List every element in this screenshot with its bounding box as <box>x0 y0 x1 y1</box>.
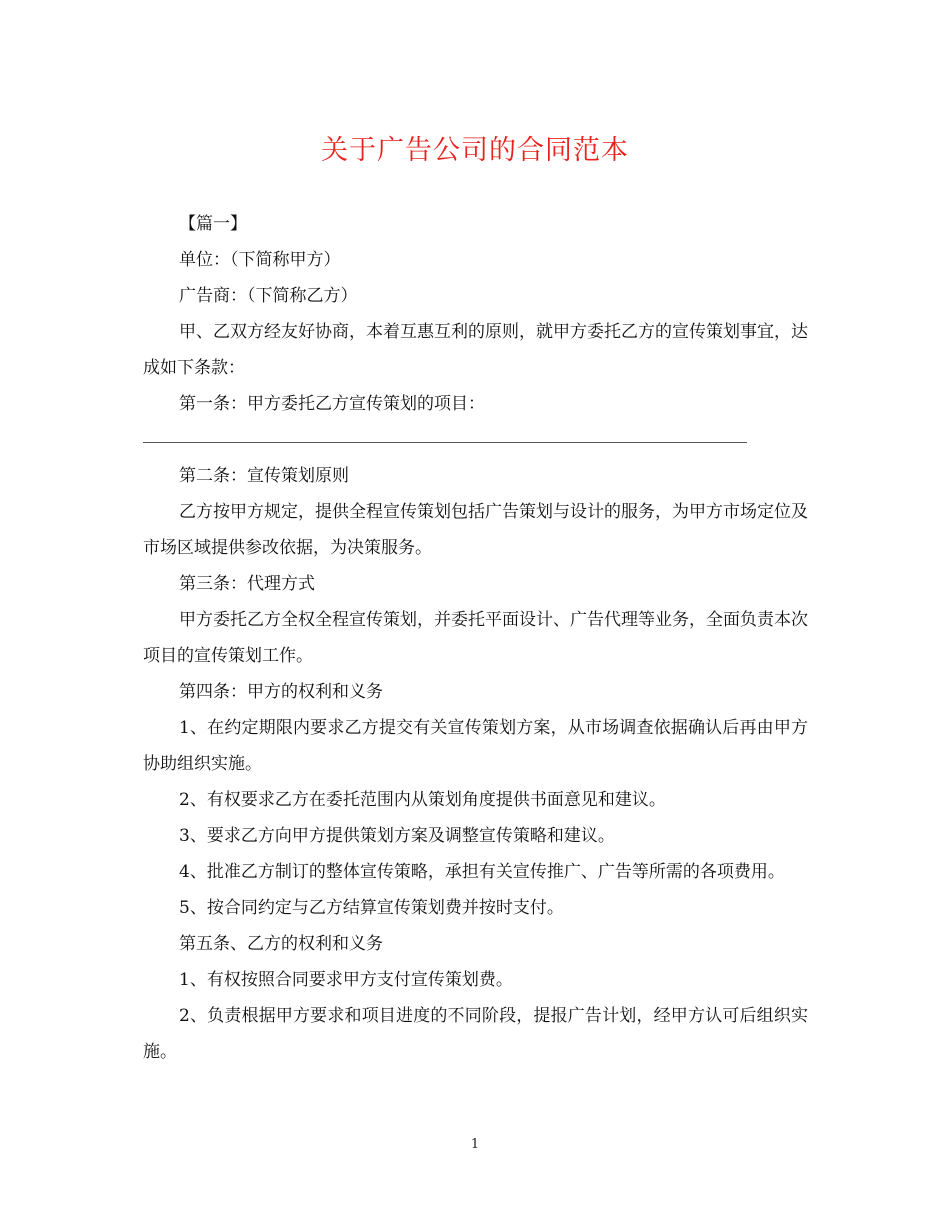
article-3-heading: 第三条：代理方式 <box>179 574 315 594</box>
article-2-body: 乙方按甲方规定，提供全程宣传策划包括广告策划与设计的服务，为甲方市场定位及市场区域提供参改依据，为决策服务。 <box>143 502 808 558</box>
article-2-heading: 第二条：宣传策划原则 <box>179 466 349 486</box>
article-4-item-1: 1、在约定期限内要求乙方提交有关宣传策划方案，从市场调查依据确认后再由甲方协助组织实施。 <box>143 718 808 774</box>
preamble-paragraph: 甲、乙双方经友好协商，本着互惠互利的原则，就甲方委托乙方的宣传策划事宜，达成如下条款： <box>143 322 808 378</box>
article-5-item-2: 2、负责根据甲方要求和项目进度的不同阶段，提报广告计划，经甲方认可后组织实施。 <box>143 1006 808 1062</box>
article-5-heading: 第五条、乙方的权利和义务 <box>179 934 383 954</box>
section-heading: 【篇一】 <box>179 214 247 234</box>
article-4-heading: 第四条：甲方的权利和义务 <box>179 682 383 702</box>
article-4-item-5: 5、按合同约定与乙方结算宣传策划费并按时支付。 <box>179 898 564 918</box>
document-title: 关于广告公司的合同范本 <box>321 135 629 166</box>
article-5-item-1: 1、有权按照合同要求甲方支付宣传策划费。 <box>179 970 513 990</box>
article-3-body: 甲方委托乙方全权全程宣传策划，并委托平面设计、广告代理等业务，全面负责本次项目的宣传策划工作。 <box>143 610 808 666</box>
document-body <box>143 206 808 1070</box>
page-number: 1 <box>470 1137 480 1152</box>
article-4-item-2: 2、有权要求乙方在委托范围内从策划角度提供书面意见和建议。 <box>179 790 666 810</box>
article-1-heading: 第一条：甲方委托乙方宣传策划的项目： <box>179 394 485 414</box>
article-4-item-3: 3、要求乙方向甲方提供策划方案及调整宣传策略和建议。 <box>179 826 615 846</box>
article-4-item-4: 4、批准乙方制订的整体宣传策略，承担有关宣传推广、广告等所需的各项费用。 <box>179 862 785 882</box>
blank-fill-line <box>143 422 808 458</box>
party-b-line: 广告商：（下简称乙方） <box>179 286 358 306</box>
underline-rule <box>143 442 747 443</box>
party-a-line: 单位：（下简称甲方） <box>179 250 341 270</box>
